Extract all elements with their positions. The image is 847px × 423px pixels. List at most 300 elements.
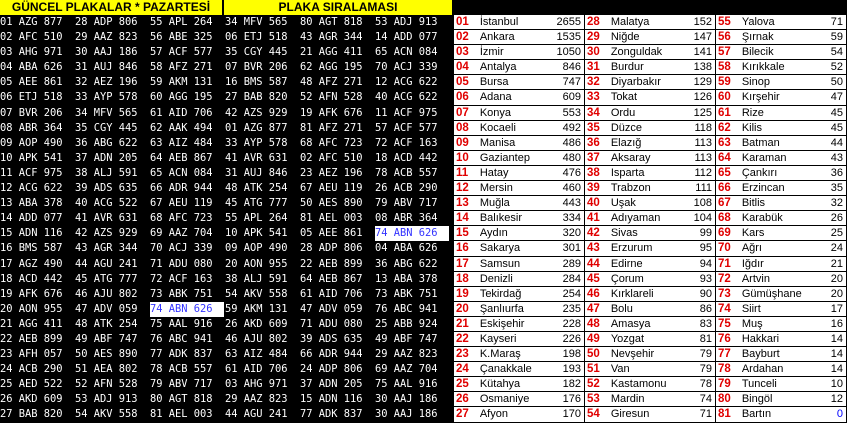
plate-cell: 61 AID 706 [300,287,363,300]
plate-cell: 81 AFZ 271 [300,121,363,134]
plate-cell: 25 ABB 924 [375,317,438,330]
plate-cell: 56 ABE 325 [150,31,213,44]
plate-cell: 37 ADN 205 [300,378,363,391]
rank-number: 16 [456,242,469,255]
city-count: 16 [809,317,847,331]
city-name: Ardahan [741,363,784,376]
city-count: 74 [678,392,716,406]
city-name: Antalya [479,61,517,74]
city-count: 118 [678,121,716,135]
plate-cell: 62 AGG 195 [300,61,363,74]
plate-cell: 35 CGY 445 [75,121,138,134]
ranking-row [454,45,847,60]
rank-number: 18 [456,272,469,285]
rank-number: 76 [718,332,731,345]
plate-cell: 67 AEU 119 [300,182,363,195]
plate-cell: 22 AEB 899 [300,257,363,270]
city-count: 334 [547,211,585,225]
plate-cell: 68 AFC 723 [150,212,213,225]
ranking-row [454,60,847,75]
rank-number: 61 [718,106,731,119]
rank-number: 46 [587,287,600,300]
plate-cell: 21 AGG 411 [0,317,63,330]
city-count: 93 [678,272,716,286]
city-name: Sakarya [479,242,521,255]
plate-cell: 03 AHG 971 [225,378,288,391]
rank-number: 74 [718,302,731,315]
city-name: Malatya [610,16,650,28]
rank-number: 22 [456,332,469,345]
rank-number: 27 [456,408,469,421]
city-name: Siirt [741,302,761,315]
city-count: 170 [547,407,585,421]
city-name: Yozgat [610,332,645,345]
plate-cell: 29 AAZ 823 [75,31,138,44]
plate-cell: 47 ADV 059 [300,302,363,315]
city-count: 289 [547,257,585,271]
city-count: 176 [547,392,585,406]
plate-cell: 20 AON 955 [225,257,288,270]
city-name: K.Maraş [479,348,521,361]
city-name: Ağrı [741,242,762,255]
city-name: İstanbul [479,16,519,28]
city-name: Hakkari [741,332,780,345]
plate-cell: 07 BVR 206 [0,106,63,119]
ranking-row [454,75,847,90]
rank-number: 77 [718,348,731,361]
rank-number: 56 [718,31,731,44]
rank-number: 40 [587,197,600,210]
city-name: Gümüşhane [741,287,802,300]
plate-cell: 77 ADK 837 [300,408,363,421]
plate-cell: 73 ABK 751 [375,287,438,300]
city-count: 47 [809,90,847,104]
rank-number: 12 [456,182,469,195]
city-count: 90 [678,287,716,301]
plate-cell: 05 AEE 861 [300,227,363,240]
city-name: Bolu [610,302,633,315]
city-count: 24 [809,241,847,255]
plate-cell: 25 AED 522 [0,378,63,391]
ranking-row [454,166,847,181]
plate-cell: 75 AAL 916 [375,378,438,391]
plate-cell: 64 AEB 867 [150,151,213,164]
city-name: Çorum [610,272,644,285]
rank-number: 17 [456,257,469,270]
plate-cell: 36 ABG 622 [375,257,438,270]
ranking-row [454,241,847,256]
city-ranking-table [454,15,847,423]
rank-number: 06 [456,91,469,104]
plate-cell: 48 ATK 254 [225,182,288,195]
plate-cell: 69 AAZ 704 [375,363,438,376]
city-count: 228 [547,317,585,331]
city-count: 32 [809,196,847,210]
city-count: 129 [678,75,716,89]
rank-number: 63 [718,136,731,149]
city-name: Şırnak [741,31,774,44]
plate-cell: 53 ADJ 913 [75,393,138,406]
city-name: Manisa [479,136,516,149]
plate-row [0,317,452,332]
rank-number: 39 [587,182,600,195]
rank-number: 10 [456,151,469,164]
plate-cell: 45 ATG 777 [225,197,288,210]
plate-cell: 39 ADS 635 [300,332,363,345]
plate-cell: 80 AGT 818 [300,16,363,28]
plate-cell: 18 ACD 442 [375,151,438,164]
city-count: 182 [547,377,585,391]
city-count: 0 [809,407,847,421]
rank-number: 29 [587,31,600,44]
rank-number: 73 [718,287,731,300]
city-name: Kütahya [479,378,521,391]
city-name: Erzurum [610,242,653,255]
city-name: Elazığ [610,136,642,149]
plate-cell: 33 AYP 578 [75,91,138,104]
plate-cell: 30 AAJ 186 [375,393,438,406]
city-count: 226 [547,332,585,346]
plate-cell: 76 ABC 941 [150,332,213,345]
plate-cell: 11 ACF 975 [0,166,63,179]
plate-cell: 60 AGG 195 [150,91,213,104]
city-name: Düzce [610,121,642,134]
city-name: Bingöl [741,393,773,406]
rank-number: 48 [587,317,600,330]
city-name: Van [610,363,630,376]
city-name: Erzincan [741,182,785,195]
city-name: Ankara [479,31,515,44]
plate-cell: 78 ACB 557 [150,363,213,376]
plate-cell: 32 AEZ 196 [75,76,138,89]
city-count: 1535 [547,30,585,44]
plate-cell: 51 AEA 802 [75,363,138,376]
rank-number: 68 [718,212,731,225]
city-count: 147 [678,30,716,44]
plate-cell: 09 AOP 490 [0,136,63,149]
city-count: 43 [809,151,847,165]
city-name: Şanlıurfa [479,302,524,315]
plate-cell: 74 ABN 626 [150,302,224,317]
rank-number: 36 [587,136,600,149]
city-count: 35 [809,181,847,195]
city-count: 609 [547,90,585,104]
rank-number: 32 [587,76,600,89]
plate-cell: 61 AID 706 [150,106,213,119]
city-name: Tokat [610,91,638,104]
city-name: Konya [479,106,512,119]
plate-cell: 41 AVR 631 [75,212,138,225]
plate-cell: 21 AGG 411 [300,46,363,59]
ranking-row [454,347,847,362]
rank-number: 55 [718,16,731,28]
rank-number: 05 [456,76,469,89]
rank-number: 38 [587,166,600,179]
city-count: 45 [809,106,847,120]
city-name: Eskişehir [479,317,525,330]
rank-number: 15 [456,227,469,240]
rank-number: 03 [456,46,469,59]
plate-row [0,347,452,362]
plate-cell: 63 AIZ 484 [150,136,213,149]
plate-cell: 48 ATK 254 [75,317,138,330]
city-name: Sivas [610,227,638,240]
rank-number: 51 [587,363,600,376]
plate-cell: 58 AFZ 271 [150,61,213,74]
plate-row [0,106,452,121]
rank-number: 81 [718,408,731,421]
plate-cell: 65 ACN 084 [375,46,438,59]
plate-row [0,196,452,211]
plate-cell: 63 AIZ 484 [225,348,288,361]
plate-cell: 17 AGZ 490 [0,257,63,270]
city-name: Karaman [741,151,787,164]
city-count: 112 [678,166,716,180]
plate-cell: 27 BAB 820 [0,408,63,421]
plate-cell: 74 ABN 626 [375,226,449,241]
city-name: Kırklareli [610,287,654,300]
plate-cell: 05 AEE 861 [0,76,63,89]
plate-cell: 81 AEL 003 [300,212,363,225]
city-name: Bursa [479,76,509,89]
plate-cell: 26 AKD 609 [0,393,63,406]
city-count: 113 [678,151,716,165]
city-name: Sinop [741,76,770,89]
city-name: Osmaniye [479,393,530,406]
rank-number: 80 [718,393,731,406]
city-count: 193 [547,362,585,376]
rank-number: 09 [456,136,469,149]
plate-row [0,211,452,226]
rank-number: 23 [456,348,469,361]
plate-cell: 44 AGU 241 [225,408,288,421]
plate-cell: 35 CGY 445 [225,46,288,59]
rank-number: 31 [587,61,600,74]
city-name: Kırıkkale [741,61,785,74]
ranking-row [454,377,847,392]
city-name: Bilecik [741,46,774,59]
ranking-row [454,196,847,211]
city-name: Samsun [479,257,521,270]
rank-number: 57 [718,46,731,59]
ranking-row [454,106,847,121]
plate-row [0,241,452,256]
ranking-row [454,121,847,136]
plate-cell: 44 AGU 241 [75,257,138,270]
city-name: Tekirdağ [479,287,522,300]
rank-number: 65 [718,166,731,179]
city-count: 254 [547,287,585,301]
city-count: 99 [678,226,716,240]
ranking-row [454,151,847,166]
city-name: Zonguldak [610,46,663,59]
plate-cell: 72 ACF 163 [150,272,213,285]
rank-number: 30 [587,46,600,59]
plate-cell: 40 ACG 522 [75,197,138,210]
city-count: 95 [678,241,716,255]
rank-number: 02 [456,31,469,44]
plate-cell: 06 ETJ 518 [0,91,63,104]
city-count: 45 [809,121,847,135]
city-count: 17 [809,302,847,316]
city-count: 1050 [547,45,585,59]
city-count: 113 [678,136,716,150]
plate-row [0,226,452,241]
city-name: Kars [741,227,765,240]
city-name: Aydın [479,227,508,240]
city-count: 198 [547,347,585,361]
plate-cell: 43 AGR 344 [75,242,138,255]
plate-cell: 49 ABF 747 [75,332,138,345]
city-name: Aksaray [610,151,651,164]
city-count: 125 [678,106,716,120]
plate-cell: 23 AEZ 196 [300,166,363,179]
plate-cell: 15 ADN 116 [300,393,363,406]
plate-cell: 42 AZS 929 [225,106,288,119]
city-count: 20 [809,287,847,301]
plate-cell: 10 APK 541 [0,151,63,164]
rank-number: 42 [587,227,600,240]
city-count: 78 [678,377,716,391]
plate-cell: 16 BMS 587 [225,76,288,89]
plate-cell: 16 BMS 587 [0,242,63,255]
city-name: Diyarbakır [610,76,661,89]
city-name: Muğla [479,197,510,210]
plate-cell: 06 ETJ 518 [225,31,288,44]
city-count: 553 [547,106,585,120]
plate-cell: 12 ACG 622 [375,76,438,89]
plate-cell: 36 ABG 622 [75,136,138,149]
city-count: 44 [809,136,847,150]
city-count: 235 [547,302,585,316]
plate-cell: 75 AAL 916 [150,317,213,330]
rank-number: 37 [587,151,600,164]
rank-number: 66 [718,182,731,195]
city-name: Balıkesir [479,212,522,225]
plate-cell: 78 ACB 557 [375,166,438,179]
plate-cell: 33 AYP 578 [225,136,288,149]
plate-cell: 61 AID 706 [225,363,288,376]
plate-cell: 52 AFN 528 [300,91,363,104]
ranking-row [454,287,847,302]
plate-cell: 01 AZG 877 [0,16,63,28]
plate-cell: 69 AAZ 704 [150,227,213,240]
plate-cell: 31 AUJ 846 [225,166,288,179]
plate-row [0,151,452,166]
rank-number: 72 [718,272,731,285]
city-count: 54 [809,45,847,59]
city-count: 126 [678,90,716,104]
city-name: Gaziantep [479,151,530,164]
rank-number: 04 [456,61,469,74]
ranking-row [454,407,847,422]
plate-cell: 34 MFV 565 [75,106,138,119]
rank-number: 11 [456,166,469,179]
plate-cell: 73 ABK 751 [150,287,213,300]
plate-cell: 46 AJU 802 [75,287,138,300]
city-count: 492 [547,121,585,135]
ranking-row [454,332,847,347]
city-name: Adana [479,91,512,104]
plate-row [0,181,452,196]
plate-cell: 12 ACG 622 [0,182,63,195]
plate-row [0,362,452,377]
rank-number: 79 [718,378,731,391]
rank-number: 62 [718,121,731,134]
header-blank [454,0,847,15]
plate-cell: 71 ADU 080 [150,257,213,270]
ranking-row [454,272,847,287]
city-count: 476 [547,166,585,180]
rank-number: 75 [718,317,731,330]
city-count: 301 [547,241,585,255]
plate-row [0,60,452,75]
plate-cell: 14 ADD 077 [375,31,438,44]
city-name: İzmir [479,46,504,59]
plate-cell: 54 AKV 558 [225,287,288,300]
ranking-row [454,257,847,272]
plate-cell: 31 AUJ 846 [75,61,138,74]
rank-number: 26 [456,393,469,406]
city-count: 26 [809,211,847,225]
rank-number: 70 [718,242,731,255]
plate-row [0,15,452,30]
rank-number: 50 [587,348,600,361]
ranking-row [454,226,847,241]
city-name: Bayburt [741,348,780,361]
rank-number: 21 [456,317,469,330]
plate-cell: 38 ALJ 591 [75,166,138,179]
city-count: 20 [809,272,847,286]
plate-cell: 50 AES 890 [75,348,138,361]
city-count: 36 [809,166,847,180]
plate-cell: 55 APL 264 [150,16,213,28]
city-name: Amasya [610,317,651,330]
rank-number: 13 [456,197,469,210]
rank-number: 78 [718,363,731,376]
city-count: 480 [547,151,585,165]
ranking-row [454,136,847,151]
plate-cell: 08 ABR 364 [375,212,438,225]
plate-cell: 47 ADV 059 [75,302,138,315]
plate-cell: 71 ADU 080 [300,317,363,330]
city-count: 52 [809,60,847,74]
header-plate-ranking: PLAKA SIRALAMASI [224,0,452,15]
plate-cell: 45 ATG 777 [75,272,138,285]
city-name: Nevşehir [610,348,655,361]
plate-cell: 50 AES 890 [300,197,363,210]
plate-cell: 18 ACD 442 [0,272,63,285]
plate-cell: 55 APL 264 [225,212,288,225]
plate-cell: 68 AFC 723 [300,136,363,149]
rank-number: 58 [718,61,731,74]
plate-cell: 80 AGT 818 [150,393,213,406]
plate-cell: 19 AFK 676 [300,106,363,119]
plate-row [0,166,452,181]
city-count: 14 [809,362,847,376]
plate-row [0,257,452,272]
city-name: Iğdır [741,257,764,270]
plate-cell: 30 AAJ 186 [375,408,438,421]
city-name: Artvin [741,272,770,285]
rank-number: 33 [587,91,600,104]
plate-cell: 77 ADK 837 [150,348,213,361]
ranking-row [454,302,847,317]
city-name: Kastamonu [610,378,667,391]
plate-cell: 26 ACB 290 [375,182,438,195]
city-name: Tunceli [741,378,777,391]
plate-cell: 53 ADJ 913 [375,16,438,28]
